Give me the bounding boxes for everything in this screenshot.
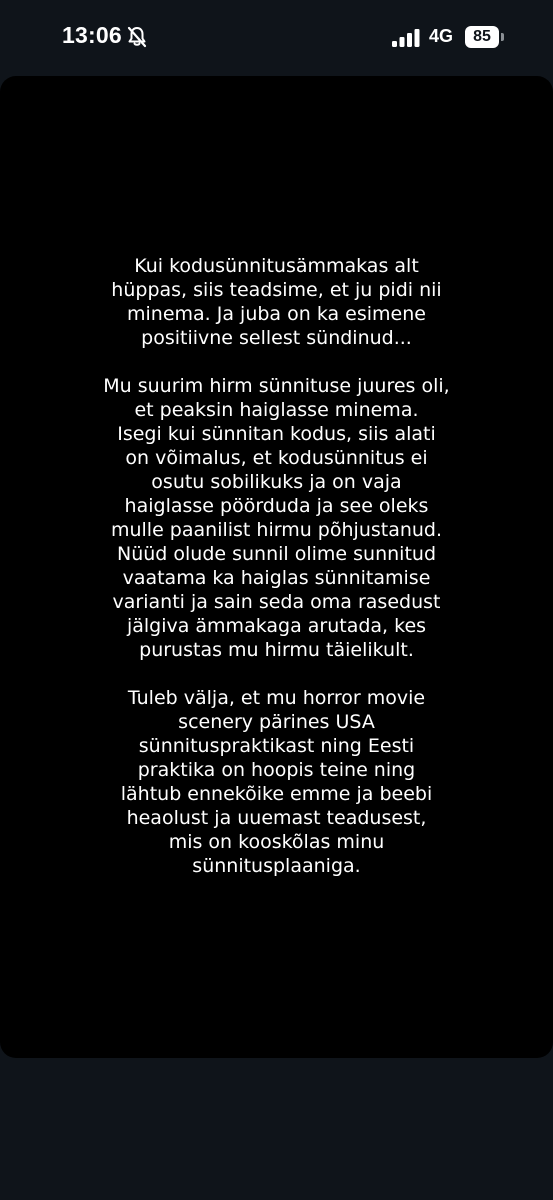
story-paragraph-1: Kui kodusünnitusämmakas alt hüppas, siis teadsime, et ju pidi nii minema. Ja juba on ka esimene positiivne sellest sündinud...: [111, 255, 442, 349]
story-paragraph-2: Mu suurim hirm sünnituse juures oli, et peaksin haiglasse minema. Isegi kui sünnitan kodus, siis alati on võimalus, et kodusünnitus ei osutu sobilikuks ja on vaja haiglasse pöörduda ja see oleks mulle paanilist hirmu põhjustanud. Nüüd olude sunnil olime sunnitud vaatama ka haiglas sünnitamise varianti ja sain seda oma rasedust jälgiva ämmakaga arutada, kes purustas mu hirmu täielikult.: [103, 375, 450, 661]
status-time: 13:06: [62, 22, 122, 48]
signal-icon: [392, 29, 420, 47]
battery-icon: [465, 26, 505, 48]
network-label: 4G: [429, 26, 454, 46]
mute-icon: [127, 26, 147, 48]
battery-level: 85: [465, 26, 499, 48]
status-bar: [0, 0, 553, 76]
battery-tip: [501, 33, 504, 41]
story-paragraph-3: Tuleb välja, et mu horror movie scenery pärines USA sünnituspraktikast ning Eesti praktika on hoopis teine ning lähtub ennekõike emme ja beebi heaolust ja uuemast teadusest, mis on kooskõlas minu sünnitusplaaniga.: [120, 687, 433, 877]
story-text: [90, 254, 463, 878]
story-card[interactable]: [0, 76, 553, 1058]
